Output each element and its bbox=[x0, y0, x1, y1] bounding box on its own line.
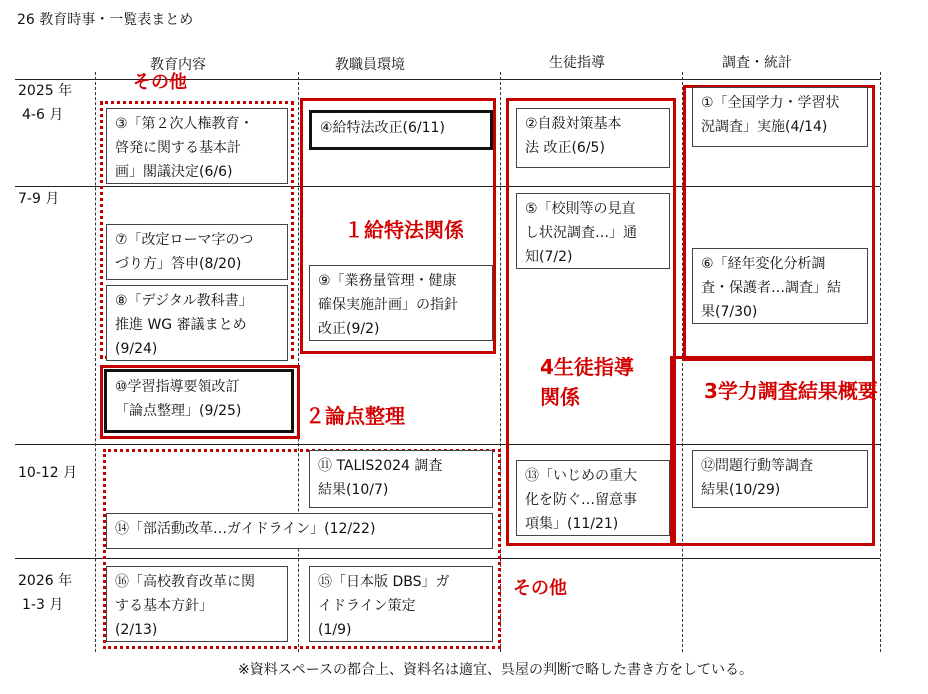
column-header-staff: 教職員環境 bbox=[335, 57, 405, 73]
item-11: ⑪ TALIS2024 調査 結果(10/7) bbox=[309, 450, 493, 508]
label-other-top: その他 bbox=[133, 72, 187, 93]
label-other-bottom: その他 bbox=[513, 578, 567, 599]
page-title: 26 教育時事・一覧表まとめ bbox=[17, 12, 194, 28]
column-divider-5 bbox=[880, 72, 881, 652]
year-label: 2025 年 bbox=[18, 83, 73, 99]
item-15: ⑮「日本版 DBS」ガ イドライン策定 (1/9) bbox=[309, 566, 493, 642]
item-12: ⑫問題行動等調査 結果(10/29) bbox=[692, 450, 868, 508]
label-kyutoku: １給特法関係 bbox=[344, 218, 464, 242]
item-9: ⑨「業務量管理・健康 確保実施計画」の指針 改正(9/2) bbox=[309, 265, 493, 341]
item-4: ④給特法改正(6/11) bbox=[309, 110, 493, 150]
item-7: ⑦「改定ローマ字のつ づり方」答申(8/20) bbox=[106, 224, 288, 280]
item-5: ⑤「校則等の見直 し状況調査…」通 知(7/2) bbox=[516, 193, 670, 269]
item-14: ⑭「部活動改革…ガイドライン」(12/22) bbox=[106, 513, 493, 549]
item-16: ⑯「高校教育改革に関 する基本方針」 (2/13) bbox=[106, 566, 288, 642]
label-seito: 4生徒指導 関係 bbox=[540, 355, 634, 409]
row-label-q4: 10-12 月 bbox=[18, 465, 78, 481]
column-header-guidance: 生徒指導 bbox=[549, 55, 605, 71]
item-8: ⑧「デジタル教科書」 推進 WG 審議まとめ (9/24) bbox=[106, 285, 288, 361]
year-label: 2026 年 bbox=[18, 573, 73, 589]
item-13: ⑬「いじめの重大 化を防ぐ…留意事 項集」(11/21) bbox=[516, 460, 670, 536]
item-3: ③「第２次人権教育・ 啓発に関する基本計 画」閣議決定(6/6) bbox=[106, 108, 288, 184]
item-2: ②自殺対策基本 法 改正(6/5) bbox=[516, 108, 670, 168]
item-10: ⑩学習指導要領改訂 「論点整理」(9/25) bbox=[104, 369, 294, 433]
column-header-education: 教育内容 bbox=[150, 57, 206, 73]
item-1: ①「全国学力・学習状 況調査」実施(4/14) bbox=[692, 87, 868, 147]
row-label-2025 bbox=[18, 79, 72, 127]
label-ronten: ２論点整理 bbox=[305, 404, 405, 428]
column-divider-1 bbox=[95, 72, 96, 652]
row-label-2026 bbox=[18, 569, 72, 617]
column-header-survey: 調査・統計 bbox=[722, 55, 792, 71]
period-label: 4-6 月 bbox=[22, 107, 64, 123]
item-6: ⑥「経年変化分析調 査・保護者…調査」結 果(7/30) bbox=[692, 248, 868, 324]
period-label: 1-3 月 bbox=[22, 597, 64, 613]
footnote: ※資料スペースの都合上、資料名は適宜、呉屋の判断で略した書き方をしている。 bbox=[238, 662, 754, 678]
label-gakuryoku: 3学力調査結果概要 bbox=[704, 379, 878, 403]
row-label-q3: 7-9 月 bbox=[18, 191, 60, 207]
